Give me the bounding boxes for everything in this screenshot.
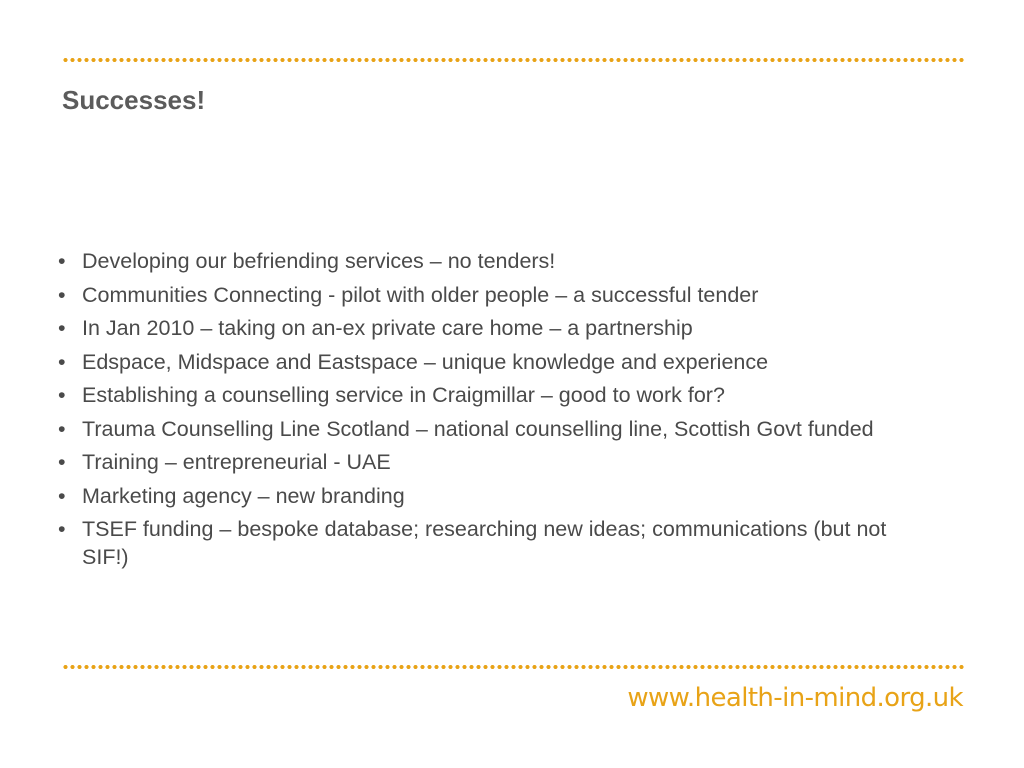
bullet-item (58, 482, 918, 510)
bullet-item (58, 381, 918, 409)
bullet-text: Trauma Counselling Line Scotland – national counselling line, Scottish Govt funded (82, 416, 874, 441)
bullet-dot-icon: • (58, 349, 66, 374)
bullet-text: Communities Connecting - pilot with older people – a successful tender (82, 282, 759, 307)
bullet-text: Marketing agency – new branding (82, 483, 405, 508)
footer-website-url: www.health-in-mind.org.uk (627, 683, 963, 713)
bullet-item (58, 348, 918, 376)
bullet-item (58, 515, 918, 571)
bullet-item (58, 281, 918, 309)
bullet-text: TSEF funding – bespoke database; researching new ideas; communications (but not SIF!) (82, 517, 887, 569)
bullet-dot-icon: • (58, 383, 66, 407)
top-dotted-divider (62, 57, 964, 63)
bullet-list (58, 247, 918, 577)
bullet-text: Developing our befriending services – no tenders! (82, 249, 556, 273)
bullet-dot-icon: • (58, 316, 66, 340)
bullet-dot-icon: • (58, 450, 66, 474)
bottom-dotted-divider (62, 664, 964, 670)
bullet-dot-icon: • (58, 249, 66, 273)
bullet-item (58, 415, 918, 443)
bullet-item (58, 247, 918, 275)
bullet-text: Establishing a counselling service in Craigmillar – good to work for? (82, 383, 725, 407)
bullet-dot-icon: • (58, 282, 66, 307)
bullet-text: Edspace, Midspace and Eastspace – unique knowledge and experience (82, 349, 769, 374)
bullet-item (58, 314, 918, 342)
slide-title: Successes! (62, 85, 206, 115)
bullet-text: In Jan 2010 – taking on an-ex private care home – a partnership (82, 316, 693, 340)
bullet-dot-icon: • (58, 483, 66, 508)
bullet-item (58, 448, 918, 476)
bullet-dot-icon: • (58, 416, 66, 441)
bullet-dot-icon: • (58, 517, 66, 541)
bullet-text: Training – entrepreneurial - UAE (82, 450, 391, 474)
